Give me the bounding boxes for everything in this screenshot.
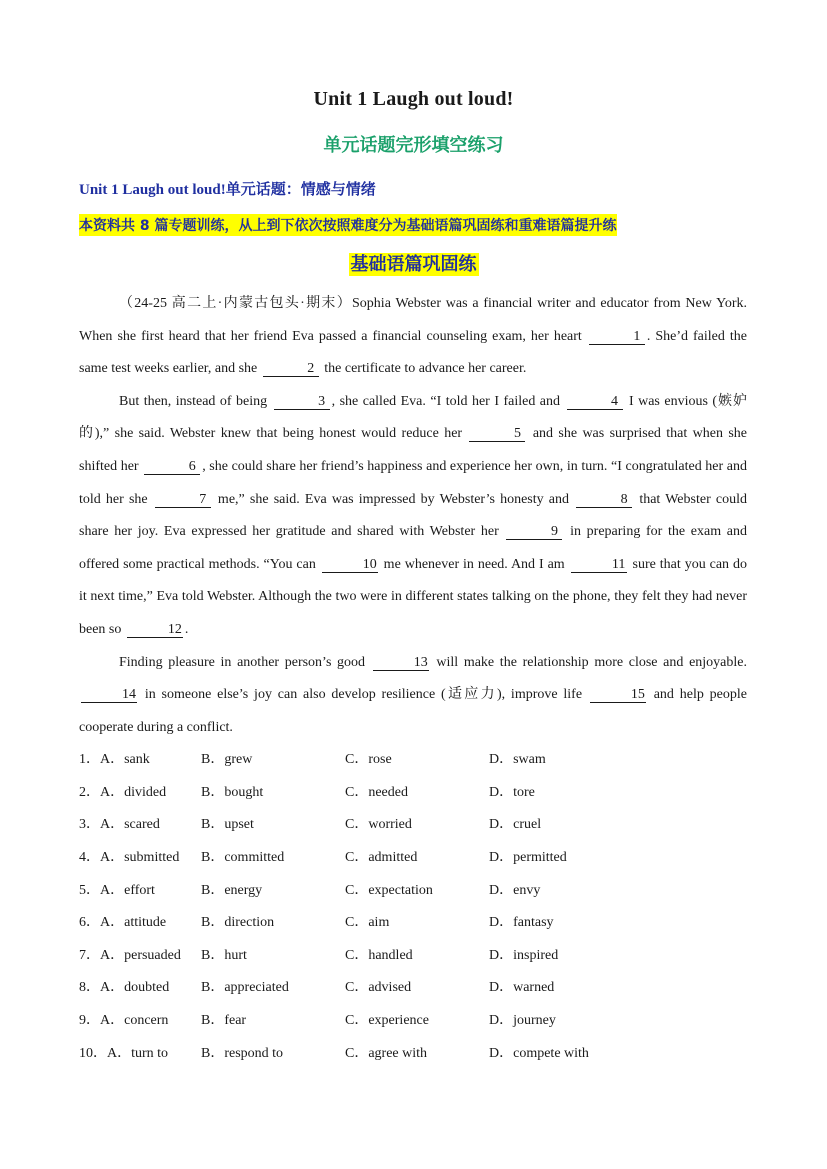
passage-text: and she was surprised that when she shifted her [79, 426, 747, 474]
passage-text: （24-25 高二上·内蒙古包头·期末）Sophia Webster was a financial writer and educator from New York. When she first heard that her friend Eva passed a financial counseling exam, her heart [79, 296, 747, 344]
page-subtitle: 单元话题完形填空练习 [323, 135, 504, 156]
option-b: B．bought [201, 784, 264, 800]
blank-4: 4 [567, 394, 623, 410]
passage-text: . She’d failed the same test weeks earlier, and she [79, 328, 747, 377]
question-number: 8． [79, 980, 100, 996]
passage-text: in someone else’s joy can also develop resilience (适应力), improve life [139, 687, 588, 703]
question-number-option-a [79, 976, 201, 996]
option-a: A．divided [100, 784, 167, 800]
blank-1: 1 [589, 329, 645, 345]
passage-text: the certificate to advance her career. [320, 361, 527, 377]
question-number-option-a [79, 748, 201, 768]
blank-3: 3 [274, 394, 330, 410]
passage-text: and help people cooperate during a conflict. [79, 687, 747, 735]
question-number: 1． [79, 752, 100, 768]
blank-15: 15 [590, 687, 646, 703]
question-row [79, 1035, 759, 1068]
option-c: C．agree with [345, 1045, 428, 1061]
option-b: B．committed [201, 850, 285, 866]
option-b: B．energy [201, 882, 263, 898]
option-c: C．handled [345, 947, 413, 963]
blank-5: 5 [469, 426, 525, 442]
question-row [79, 872, 759, 905]
option-c: C．expectation [345, 882, 433, 898]
option-d: D．inspired [489, 947, 559, 963]
passage-paragraph-1 [79, 288, 747, 386]
option-a: A．turn to [107, 1045, 169, 1061]
option-d: D．warned [489, 980, 555, 996]
option-d: D．envy [489, 882, 541, 898]
option-c: C．aim [345, 915, 390, 931]
question-number: 9． [79, 1013, 100, 1029]
passage-text: , she could share her friend’s happiness and experience her own, in turn. “I congratulated her and told her she [79, 458, 747, 507]
option-a: A．scared [100, 817, 160, 833]
question-number: 6． [79, 915, 100, 931]
passage-text: will make the relationship more close and enjoyable. [430, 654, 747, 670]
question-number-option-a [79, 846, 201, 866]
passage-text: in preparing for the exam and offered some practical methods. “You can [79, 524, 748, 572]
option-a: A．sank [100, 752, 150, 768]
question-row [79, 938, 759, 971]
passage-text: Finding pleasure in another person’s good [119, 654, 371, 670]
question-number-option-a [79, 1042, 201, 1062]
question-number: 7． [79, 947, 100, 963]
option-b: B．fear [201, 1013, 247, 1029]
option-b: B．direction [201, 915, 275, 931]
question-number-option-a [79, 781, 201, 801]
question-row [79, 807, 759, 840]
blank-9: 9 [506, 524, 562, 540]
option-a: A．effort [100, 882, 155, 898]
question-number: 10． [79, 1045, 107, 1061]
option-d: D．cruel [489, 817, 542, 833]
question-row [79, 840, 759, 873]
option-a: A．attitude [100, 915, 167, 931]
option-c: C．rose [345, 752, 392, 768]
option-b: B．appreciated [201, 980, 289, 996]
question-number-option-a [79, 879, 201, 899]
option-a: A．doubted [100, 980, 170, 996]
question-number: 5． [79, 882, 100, 898]
blank-14: 14 [81, 687, 137, 703]
option-b: B．respond to [201, 1045, 284, 1061]
blank-6: 6 [144, 459, 200, 475]
blank-12: 12 [127, 622, 183, 638]
blank-7: 7 [155, 492, 211, 508]
passage-text: me whenever in need. And I am [379, 556, 569, 572]
option-d: D．tore [489, 784, 535, 800]
question-row [79, 905, 759, 938]
question-row [79, 775, 759, 808]
section-heading-label: 基础语篇巩固练 [350, 254, 477, 275]
passage-text: I was envious (嫉妒的),” she said. Webster knew that being honest would reduce her [79, 393, 747, 442]
option-c: C．advised [345, 980, 412, 996]
section-heading [0, 250, 827, 276]
highlight-notice: 本资料共 8 篇专题训练，从上到下依次按照难度分为基础语篇巩固练和重难语篇提升练 [79, 214, 617, 236]
blank-13: 13 [373, 655, 429, 671]
option-b: B．upset [201, 817, 254, 833]
question-number-option-a [79, 944, 201, 964]
unit-topic: Unit 1 Laugh out loud!单元话题：情感与情绪 [79, 182, 376, 198]
passage-paragraph-3 [79, 647, 747, 745]
blank-10: 10 [322, 557, 378, 573]
question-row [79, 970, 759, 1003]
option-c: C．admitted [345, 850, 418, 866]
question-row [79, 742, 759, 775]
option-c: C．needed [345, 784, 408, 800]
question-number: 3． [79, 817, 100, 833]
option-d: D．journey [489, 1013, 556, 1029]
question-number: 2． [79, 784, 100, 800]
option-b: B．hurt [201, 947, 247, 963]
passage-text: that Webster could share her joy. Eva expressed her gratitude and shared with Webster her [79, 491, 747, 540]
passage-text: me,” she said. Eva was impressed by Webster’s honesty and [212, 491, 575, 507]
answer-options [79, 742, 759, 1068]
cloze-passage [79, 288, 747, 744]
option-d: D．permitted [489, 850, 567, 866]
option-a: A．submitted [100, 850, 180, 866]
option-d: D．swam [489, 752, 546, 768]
option-b: B．grew [201, 752, 253, 768]
blank-2: 2 [263, 361, 319, 377]
question-number: 4． [79, 850, 100, 866]
option-d: D．compete with [489, 1045, 589, 1061]
question-number-option-a [79, 911, 201, 931]
passage-text: , she called Eva. “I told her I failed and [331, 393, 565, 409]
blank-8: 8 [576, 492, 632, 508]
option-c: C．experience [345, 1013, 429, 1029]
question-number-option-a [79, 813, 201, 833]
page-title: Unit 1 Laugh out loud! [313, 88, 514, 110]
option-d: D．fantasy [489, 915, 554, 931]
passage-text: . [184, 621, 189, 637]
question-number-option-a [79, 1009, 201, 1029]
passage-text: sure that you can do it next time,” Eva told Webster. Although the two were in different states talking on the phone, they felt they had never been so [79, 556, 747, 637]
passage-text: But then, instead of being [119, 393, 272, 409]
question-row [79, 1003, 759, 1036]
blank-11: 11 [571, 557, 627, 573]
option-a: A．persuaded [100, 947, 181, 963]
passage-paragraph-2 [79, 386, 747, 647]
option-a: A．concern [100, 1013, 169, 1029]
option-c: C．worried [345, 817, 412, 833]
